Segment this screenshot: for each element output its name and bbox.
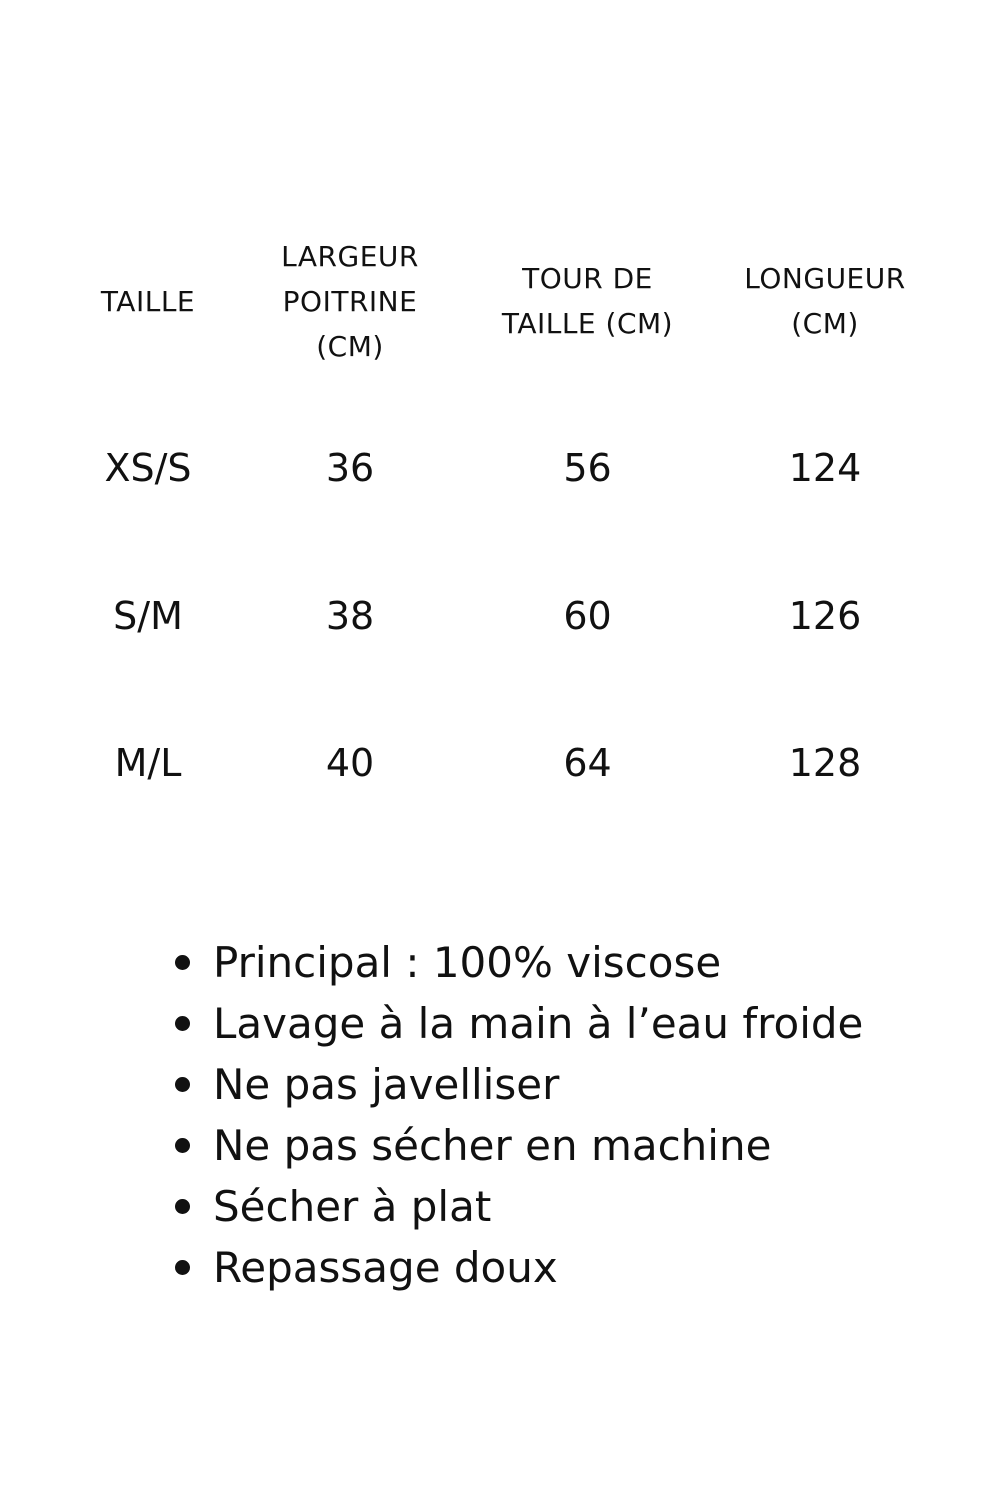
header-largeur-poitrine bbox=[250, 234, 450, 369]
cell-size: XS/S bbox=[104, 446, 192, 490]
bullet-icon bbox=[175, 1199, 190, 1214]
list-item bbox=[0, 1237, 1000, 1298]
cell-longueur: 124 bbox=[788, 446, 862, 490]
cell-tour-de-taille: 60 bbox=[563, 594, 612, 638]
care-text: Repassage doux bbox=[213, 1243, 558, 1292]
care-text: Ne pas javelliser bbox=[213, 1060, 560, 1109]
cell-tour-de-taille: 64 bbox=[563, 741, 612, 785]
header-line: TAILLE (CM) bbox=[501, 307, 674, 340]
care-text: Lavage à la main à l’eau froide bbox=[213, 999, 864, 1048]
cell-largeur-poitrine: 40 bbox=[325, 741, 375, 785]
bullet-icon bbox=[175, 1260, 190, 1275]
header-line: (CM) bbox=[316, 330, 384, 363]
header-tour-de-taille bbox=[480, 256, 695, 346]
header-line: TOUR DE bbox=[522, 262, 653, 295]
header-line: (CM) bbox=[791, 307, 859, 340]
list-item bbox=[0, 993, 1000, 1054]
list-item bbox=[0, 1115, 1000, 1176]
cell-size: S/M bbox=[113, 594, 183, 638]
header-taille bbox=[48, 279, 248, 324]
cell-largeur-poitrine: 36 bbox=[325, 446, 375, 490]
care-instructions-list bbox=[0, 932, 1000, 1298]
list-item bbox=[0, 1176, 1000, 1237]
header-line: POITRINE bbox=[282, 285, 418, 318]
care-text: Principal : 100% viscose bbox=[213, 938, 722, 987]
header-line: TAILLE bbox=[100, 285, 196, 318]
care-text: Sécher à plat bbox=[213, 1182, 492, 1231]
list-item bbox=[0, 1054, 1000, 1115]
cell-largeur-poitrine: 38 bbox=[325, 594, 375, 638]
bullet-icon bbox=[175, 1016, 190, 1031]
header-line: LONGUEUR bbox=[744, 262, 906, 295]
bullet-icon bbox=[175, 1138, 190, 1153]
cell-size: M/L bbox=[114, 741, 182, 785]
bullet-icon bbox=[175, 1077, 190, 1092]
cell-longueur: 128 bbox=[788, 741, 862, 785]
header-longueur bbox=[720, 256, 930, 346]
cell-tour-de-taille: 56 bbox=[563, 446, 612, 490]
cell-longueur: 126 bbox=[788, 594, 862, 638]
header-line: LARGEUR bbox=[281, 240, 419, 273]
care-text: Ne pas sécher en machine bbox=[213, 1121, 772, 1170]
list-item bbox=[0, 932, 1000, 993]
bullet-icon bbox=[175, 955, 190, 970]
